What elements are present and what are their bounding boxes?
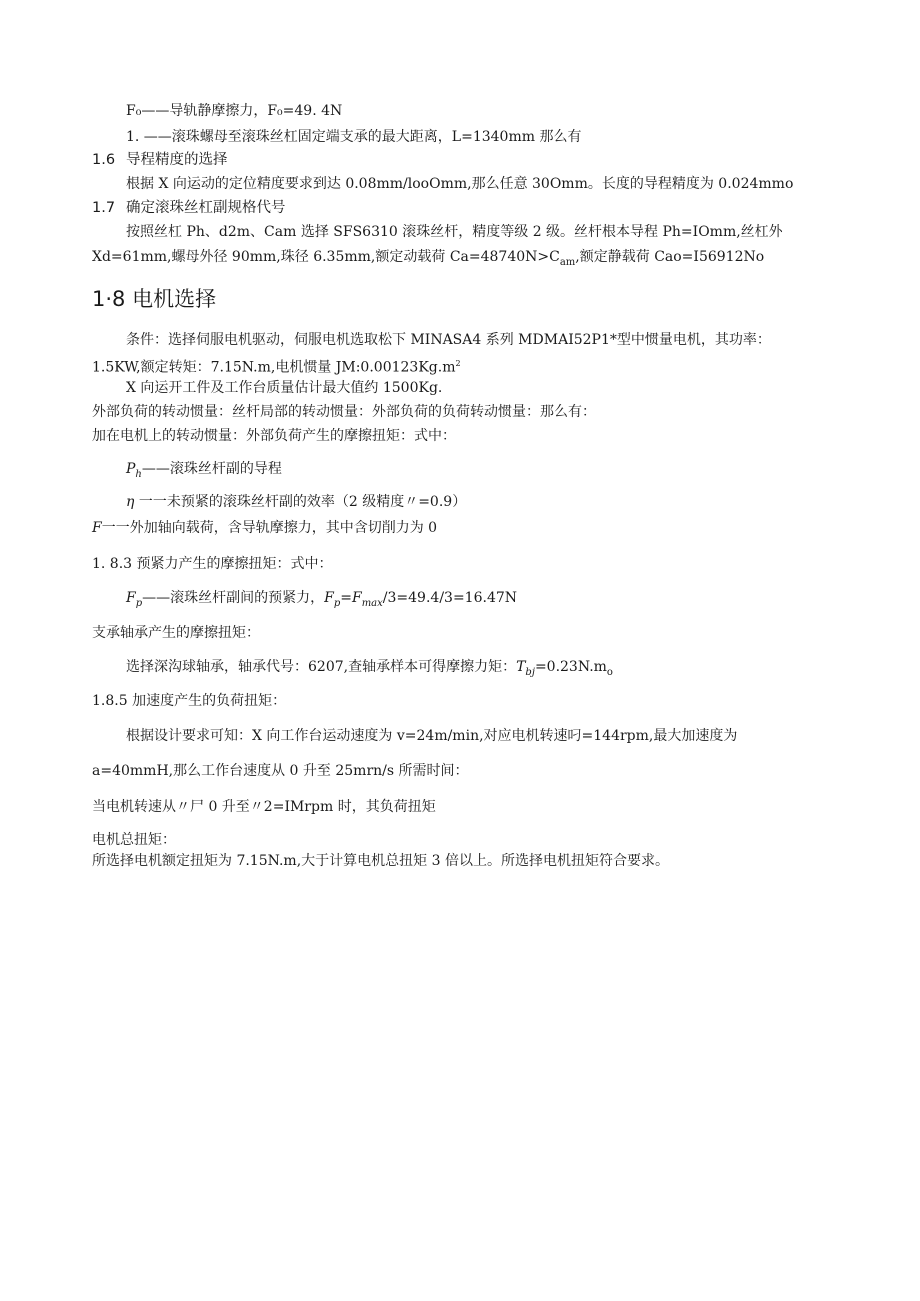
- section-heading-1-8: 1·8 电机选择: [92, 287, 217, 311]
- text-line-motor-inertia: 加在电机上的转动惯量：外部负荷产生的摩擦扭矩：式中：: [92, 428, 456, 444]
- text-line-time: a=40mmH,那么工作台速度从 0 升至 25mrn/s 所需时间：: [92, 763, 469, 779]
- text-line-motor-spec: [92, 355, 461, 377]
- text-segment: /3=49.4/3=16.47N: [382, 590, 518, 606]
- text-line-distance: 1. ——滚珠螺母至滚珠丝杠固定端支承的最大距离，L=1340mm 那么有: [126, 129, 582, 145]
- text-line-preload-torque: 1. 8.3 预紧力产生的摩擦扭矩：式中：: [92, 556, 333, 572]
- text-segment: 一一外加轴向载荷，含导轨摩擦力，其中含切削力为 0: [101, 520, 438, 536]
- text-line-screw-select: 按照丝杠 Ph、d2m、Cam 选择 SFS6310 滚珠丝杆，精度等级 2 级。丝杆根本导程 Ph=IOmm,丝杠外: [126, 224, 783, 240]
- symbol: η: [126, 494, 135, 510]
- symbol: P: [126, 461, 136, 477]
- text-line-design-req: 根据设计要求可知：X 向工作台运动速度为 v=24m/min,对应电机转速叼=144rpm,最大加速度为: [126, 728, 738, 744]
- text-line-total-torque: 电机总扭矩：: [92, 832, 176, 848]
- subscript: bj: [525, 666, 535, 678]
- text-segment: ——滚珠丝杆副的导程: [141, 461, 282, 477]
- text-line-lead-accuracy: 根据 X 向运动的定位精度要求到达 0.08mm/looOmm,那么任意 30Omm。长度的导程精度为 0.024mmo: [126, 176, 794, 192]
- subscript: p: [135, 597, 143, 609]
- text-line-bearing-select: [126, 658, 613, 682]
- text-line-friction: F₀——导轨静摩擦力，F₀=49. 4N: [126, 103, 343, 119]
- text-line-load-torque: 当电机转速从〃尸 0 升至〃2=IMrpm 时，其负荷扭矩: [92, 799, 436, 815]
- text-segment: 一一未预紧的滚珠丝杆副的效率（2 级精度〃=0.9）: [138, 494, 467, 510]
- text-segment: ,额定静载荷 Cao=I56912No: [575, 249, 765, 265]
- symbol: F: [92, 520, 102, 536]
- superscript: 2: [455, 359, 461, 368]
- section-number: 1.6: [92, 152, 116, 168]
- subscript: p: [333, 597, 341, 609]
- text-line-screw-spec: [92, 248, 764, 272]
- section-number: 1.7: [92, 200, 116, 216]
- text-line-mass: X 向运开工件及工作台质量估计最大值约 1500Kg.: [126, 380, 443, 396]
- subscript: h: [135, 468, 142, 480]
- section-heading-1-6: [92, 151, 228, 169]
- subscript: max: [361, 597, 383, 609]
- text-line-ph-def: [126, 460, 282, 484]
- subscript: am: [559, 256, 576, 268]
- subscript: o: [606, 666, 613, 678]
- text-segment: =0.23N.m: [534, 659, 607, 675]
- symbol: F: [324, 590, 334, 606]
- text-segment: 1.5KW,额定转矩：7.15N.m,电机惯量 JM:0.00123Kg.m: [92, 359, 456, 376]
- section-title: 导程精度的选择: [126, 152, 228, 168]
- symbol: F: [126, 590, 136, 606]
- symbol: T: [516, 659, 526, 675]
- text-line-conclusion: 所选择电机额定扭矩为 7.15N.m,大于计算电机总扭矩 3 倍以上。所选择电机扭矩符合要求。: [92, 853, 669, 869]
- text-segment: Xd=61mm,螺母外径 90mm,珠径 6.35mm,额定动载荷 Ca=48740N>C: [92, 249, 560, 265]
- section-heading-1-7: [92, 199, 286, 217]
- text-line-inertia: 外部负荷的转动惯量：丝杆局部的转动惯量：外部负荷的负荷转动惯量：那么有：: [92, 404, 596, 420]
- section-title: 确定滚珠丝杠副规格代号: [126, 200, 286, 216]
- text-segment: 选择深沟球轴承，轴承代号：6207,查轴承样本可得摩擦力矩：: [126, 659, 517, 675]
- symbol: =F: [340, 590, 362, 606]
- text-line-bearing-torque: 支承轴承产生的摩擦扭矩：: [92, 625, 260, 641]
- text-line-fp-def: [126, 589, 517, 613]
- text-line-accel-torque: 1.8.5 加速度产生的负荷扭矩：: [92, 693, 287, 709]
- text-line-conditions: 条件：选择伺服电机驱动，伺服电机选取松下 MINASA4 系列 MDMAI52P1*型中惯量电机，其功率：: [126, 332, 771, 348]
- text-line-eta-def: [126, 493, 466, 511]
- text-segment: ——滚珠丝杆副间的预紧力，: [142, 590, 325, 606]
- text-line-f-def: [92, 519, 437, 537]
